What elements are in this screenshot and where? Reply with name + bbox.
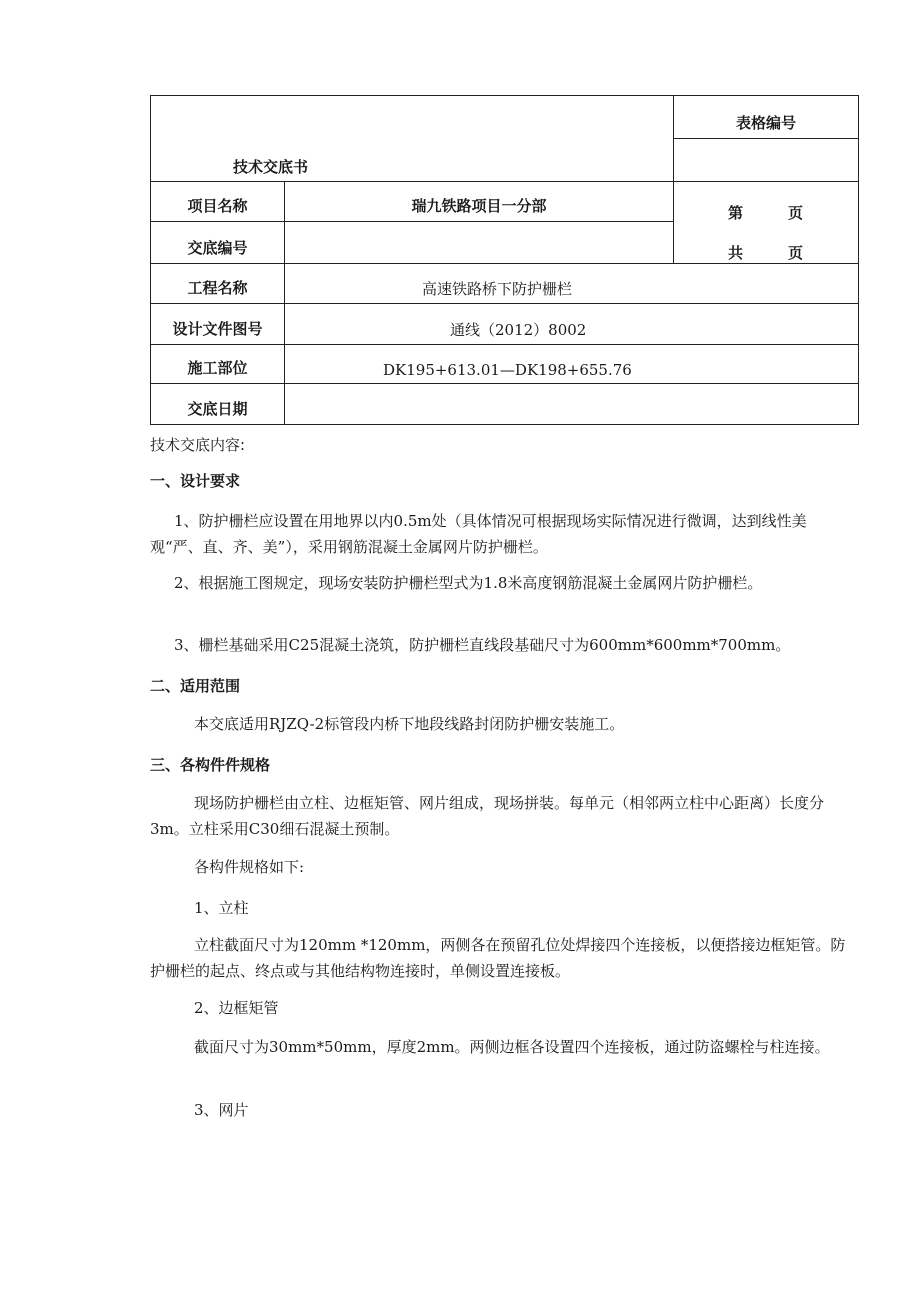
engineering-value: 高速铁路桥下防护栅栏 bbox=[285, 264, 859, 304]
date-label: 交底日期 bbox=[151, 384, 285, 425]
section1-title: 一、设计要求 bbox=[150, 472, 241, 490]
section3-title: 三、各构件件规格 bbox=[150, 756, 271, 774]
page-label-gong: 共 bbox=[728, 244, 744, 262]
s3-subheading-1: 1、立柱 bbox=[194, 899, 249, 917]
form-no-value bbox=[674, 139, 859, 182]
s3-paragraph-4: 截面尺寸为30mm*50mm，厚度2mm。两侧边框各设置四个连接板，通过防盗螺栓与柱连接。 bbox=[194, 1038, 830, 1056]
location-value: DK195+613.01—DK198+655.76 bbox=[285, 345, 859, 384]
project-value: 瑞九铁路项目一分部 bbox=[285, 182, 674, 222]
content-intro: 技术交底内容: bbox=[150, 436, 246, 454]
s1-paragraph-2: 2、根据施工图规定，现场安装防护栅栏型式为1.8米高度钢筋混凝土金属网片防护栅栏。 bbox=[174, 574, 763, 592]
page-count-cell bbox=[674, 182, 859, 264]
disclosure-no-label: 交底编号 bbox=[151, 222, 285, 264]
page-label-di: 第 bbox=[728, 204, 744, 222]
s3-paragraph-1: 现场防护栅栏由立柱、边框矩管、网片组成，现场拼装。每单元（相邻两立柱中心距离）长度分3m。立柱采用C30细石混凝土预制。 bbox=[150, 794, 825, 838]
s3-paragraph-2: 各构件规格如下: bbox=[194, 858, 305, 876]
s1-paragraph-1: 1、防护栅栏应设置在用地界以内0.5m处（具体情况可根据现场实际情况进行微调，达到线性美观“严、直、齐、美”），采用钢筋混凝土金属网片防护栅栏。 bbox=[150, 512, 807, 556]
s1-paragraph-3: 3、栅栏基础采用C25混凝土浇筑，防护栅栏直线段基础尺寸为600mm*600mm*700mm。 bbox=[174, 636, 791, 654]
page-label-ye1: 页 bbox=[788, 204, 804, 222]
project-label: 项目名称 bbox=[151, 182, 285, 222]
section2-title: 二、适用范围 bbox=[150, 677, 241, 695]
engineering-label: 工程名称 bbox=[151, 264, 285, 304]
s3-paragraph-3: 立柱截面尺寸为120mm *120mm，两侧各在预留孔位处焊接四个连接板，以便搭接边框矩管。防护栅栏的起点、终点或与其他结构物连接时，单侧设置连接板。 bbox=[150, 936, 846, 980]
form-no-label: 表格编号 bbox=[674, 96, 859, 139]
s2-paragraph-1: 本交底适用RJZQ-2标管段内桥下地段线路封闭防护栅安装施工。 bbox=[194, 715, 625, 733]
header-table bbox=[150, 95, 859, 425]
s3-subheading-2: 2、边框矩管 bbox=[194, 999, 279, 1017]
disclosure-no-value bbox=[285, 222, 674, 264]
location-label: 施工部位 bbox=[151, 345, 285, 384]
design-doc-value: 通线（2012）8002 bbox=[285, 304, 859, 345]
design-doc-label: 设计文件图号 bbox=[151, 304, 285, 345]
s3-subheading-3: 3、网片 bbox=[194, 1101, 249, 1119]
page-label-ye2: 页 bbox=[788, 244, 804, 262]
date-value bbox=[285, 384, 859, 425]
doc-title: 技术交底书 bbox=[151, 96, 674, 182]
